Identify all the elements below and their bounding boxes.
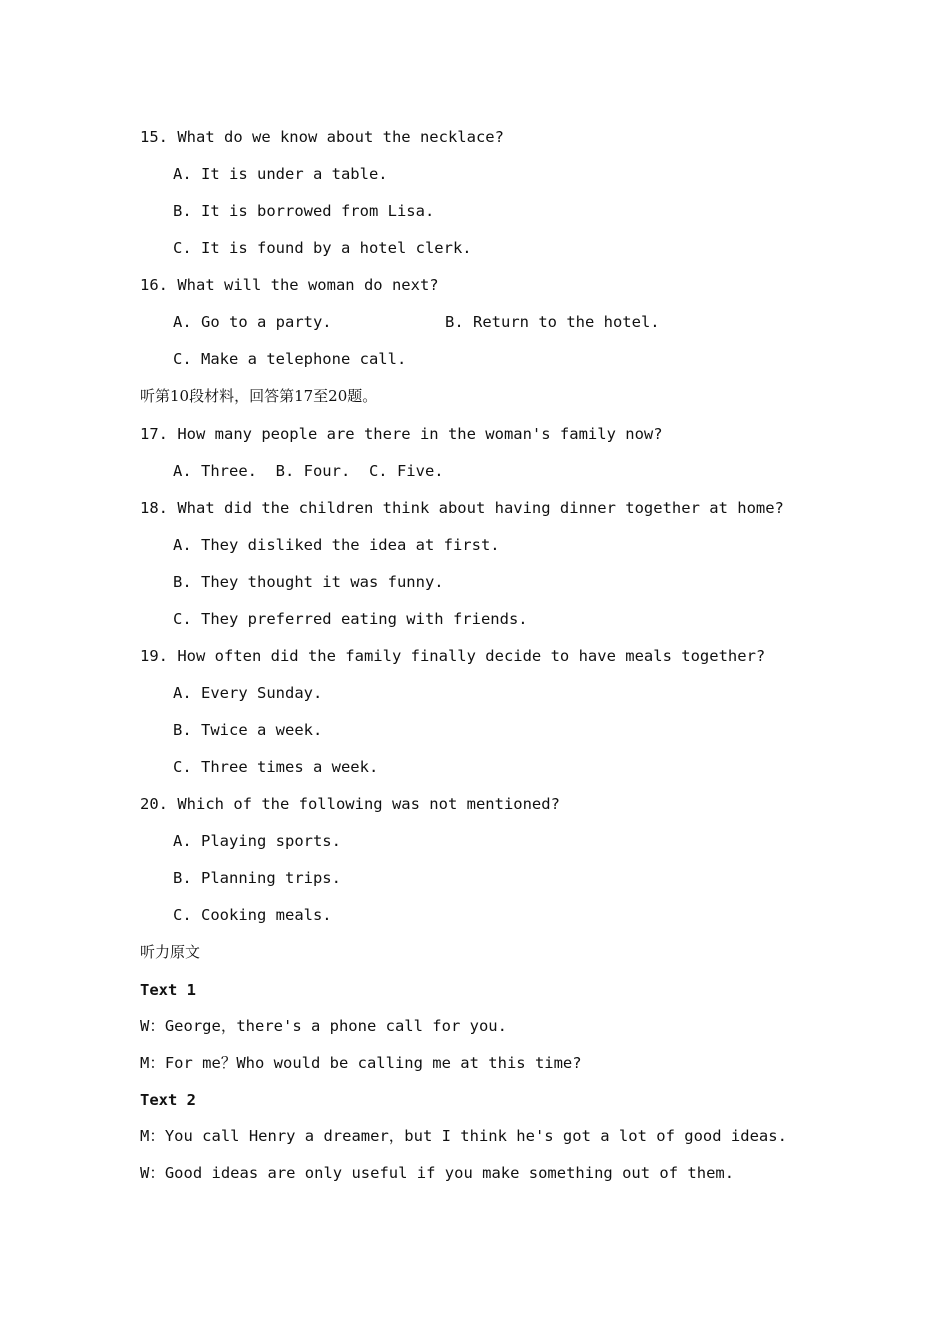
q19-option-c: C. Three times a week. [173, 758, 379, 776]
question-20: 20. Which of the following was not mentioned? [140, 795, 560, 813]
q15-option-a: A. It is under a table. [173, 165, 388, 183]
question-18: 18. What did the children think about having dinner together at home? [140, 499, 784, 517]
text2-heading: Text 2 [140, 1091, 196, 1109]
q20-option-c: C. Cooking meals. [173, 906, 332, 924]
q17-options: A. Three. B. Four. C. Five. [173, 462, 444, 480]
q16-option-c: C. Make a telephone call. [173, 350, 407, 368]
q15-option-b: B. It is borrowed from Lisa. [173, 202, 435, 220]
q20-option-a: A. Playing sports. [173, 832, 341, 850]
section-note: 听第10段材料，回答第17至20题。 [140, 387, 378, 405]
question-19: 19. How often did the family finally decide to have meals together? [140, 647, 766, 665]
text2-line-1: M：You call Henry a dreamer，but I think he's got a lot of good ideas. [140, 1127, 787, 1145]
text1-heading: Text 1 [140, 981, 196, 999]
q15-option-c: C. It is found by a hotel clerk. [173, 239, 472, 257]
transcript-title: 听力原文 [140, 943, 201, 961]
question-15: 15. What do we know about the necklace? [140, 128, 504, 146]
q16-option-a: A. Go to a party. [173, 313, 332, 331]
q18-option-b: B. They thought it was funny. [173, 573, 444, 591]
text1-line-1: W：George，there's a phone call for you. [140, 1017, 507, 1035]
q18-option-c: C. They preferred eating with friends. [173, 610, 528, 628]
text1-line-2: M：For me？Who would be calling me at this time? [140, 1054, 582, 1072]
q18-option-a: A. They disliked the idea at first. [173, 536, 500, 554]
q19-option-b: B. Twice a week. [173, 721, 323, 739]
q20-option-b: B. Planning trips. [173, 869, 341, 887]
q16-option-b: B. Return to the hotel. [445, 313, 660, 331]
question-17: 17. How many people are there in the woman's family now? [140, 425, 663, 443]
question-16: 16. What will the woman do next? [140, 276, 439, 294]
text2-line-2: W：Good ideas are only useful if you make something out of them. [140, 1164, 735, 1182]
q19-option-a: A. Every Sunday. [173, 684, 323, 702]
